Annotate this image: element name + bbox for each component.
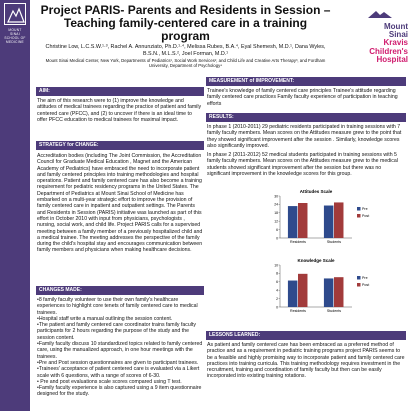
legend-label: Pre	[362, 207, 368, 211]
school-logo-mark	[4, 3, 26, 25]
results-heading: RESULTS:	[206, 113, 406, 122]
hospital-logo-sinai: Sinai	[388, 30, 408, 39]
y-tick-label: 10	[274, 263, 278, 268]
y-tick-label: 0	[276, 236, 278, 241]
y-tick-label: 12	[274, 219, 278, 224]
y-tick-label: 30	[274, 194, 278, 199]
y-tick-label: 2	[276, 296, 278, 301]
y-tick-label: 24	[274, 202, 278, 207]
aim-text: The aim of this research were to (1) improve the knowledge and attitudes of medical trainees regarding the practice of patient and family centered care (PFCC), and (2) to uncover if there is an ideal time to offer PFCC education to medical trainees for maximal impact.	[37, 98, 202, 123]
authors: Christine Low, L.C.S.W.¹·³, Rachel A. Annunziato, Ph.D.¹·⁴, Melissa Rubes, B.A.⁴, Eyal Shemesh, M.D.¹, Dana Wyles, B.S.N., M.L.S.², Joel Forman, M.D.¹	[45, 44, 326, 57]
chart-title: Knowledge Scale	[297, 258, 335, 263]
changes-item: •Family faculty discuss 10 standardized topics related to family centered care, using the manualized approach, in one hour meetings with the trainees.	[37, 341, 203, 360]
legend-swatch	[357, 283, 361, 287]
bar	[324, 206, 333, 238]
changes-item: •Pre and Post session questionnaires are given to participant trainees.	[37, 359, 199, 366]
y-tick-label: 4	[276, 288, 278, 293]
hospital-logo-kravis: Kravis	[383, 38, 408, 47]
results-phase1: In phase 1 (2010-2011) 29 pediatric residents participated in training sessions with 7 family faculty members. Mean scores on the Attitudes measure grew to the point that they showed significant improvement after the session . Similarly, knowledge scores also significantly improved.	[207, 124, 402, 149]
legend-label: Post	[362, 214, 370, 218]
legend-label: Pre	[362, 276, 368, 280]
hospital-logo-hospital: Hospital	[376, 55, 408, 64]
bar	[298, 203, 307, 238]
changes-item: •Family faculty experience is also captured using a 9 item questionnaire designed for the study.	[37, 385, 202, 398]
hospital-logo-childrens: Children's	[369, 46, 408, 56]
attitudes-chart	[268, 187, 378, 247]
changes-item: •Trainees' acceptance of patient centered care is evaluated via a Likert scale with 6 questions, with a range of scores of 6-30.	[37, 366, 200, 379]
bar	[334, 202, 343, 238]
bar	[298, 274, 307, 307]
lessons-text: As patient and family centered care has been embraced as a preferred method of practice and as a requirement in pediatric training programs project PARIS seems to be a feasible and highly promising way to incorporate patient and family centered care practices into training curricula. This training methodology requires investment in the recruitment, training and coordination of family faculty but then can be easily incorporated into existing training rotations.	[207, 342, 405, 380]
strategy-heading: STRATEGY for CHANGE:	[36, 141, 204, 150]
changes-heading: CHANGES MADE:	[36, 286, 204, 295]
y-tick-label: 6	[276, 280, 278, 285]
legend-label: Post	[362, 283, 370, 287]
bar	[324, 278, 333, 307]
changes-item: •8 family faculty volunteer to use their own family's healthcare experiences to highlight core tenets of family centered care to medical trainees.	[37, 297, 198, 316]
lessons-heading: LESSONS LEARNED:	[206, 331, 406, 340]
changes-item: •The patient and family centered care coordinator trains family faculty participants for 2 hours regarding the purpose of the study and the session content.	[37, 322, 196, 341]
aim-heading: AIM:	[36, 87, 204, 96]
changes-text	[37, 297, 203, 398]
y-tick-label: 18	[274, 211, 278, 216]
mountain-icon	[350, 10, 404, 18]
results-text	[207, 124, 405, 180]
y-tick-label: 0	[276, 305, 278, 310]
y-tick-label: 8	[276, 271, 278, 276]
legend-swatch	[357, 207, 361, 211]
chart-title: Attitudes Scale	[299, 189, 333, 194]
strategy-text: Accreditation bodies (including The Joint Commission, the Accreditation Council for Graduate Medical Education , Magnet and the American Academy of Pediatrics) have embraced the need to incorporate patient and family centered principles into training methodologies and hospital operations. Patient and family centered care has also become a training requirement for pediatric residency programs in the United States. The Department of Pediatrics at Mount Sinai School of Medicine has embarked on a multi-year strategic effort to improve the provision of family centered care in inpatient and outpatient settings. The Parents and Residents in Session (PARIS) initiative was launched as part of this effort in October 2010 with input from physicians, psychologists , nursing, social work, and child life. Project PARIS calls for a supervised meeting between a family member of a previously hospitalized child and a medical trainee. The meeting addresses the perspective of the family during the child's hospital stay and encourages communication between family members and physicians when making healthcare decisions.	[37, 153, 203, 254]
legend-swatch	[357, 276, 361, 280]
poster-title: Project PARIS- Parents and Residents in Session – Teaching family-centered care in a training program	[40, 3, 331, 43]
school-logo-text: MOUNT SINAI SCHOOL OF MEDICINE	[4, 28, 26, 44]
category-label: Residents	[290, 309, 306, 313]
affiliations: Mount Sinai Medical Center, New York, Departments of Pediatrics¹, Social Work Services², and Child Life and Creative Arts Therapy³, and Fordham University, Department of Psychology⁴	[45, 58, 326, 69]
school-logo	[2, 3, 28, 63]
bar	[288, 206, 297, 238]
category-label: Residents	[290, 240, 306, 244]
attitudes-chart-svg	[268, 187, 378, 247]
hospital-logo	[350, 5, 408, 65]
hospital-logo-mount: Mount	[384, 22, 408, 31]
changes-item: •Hospital staff write a manual outlining the session content.	[37, 315, 173, 322]
legend-swatch	[357, 214, 361, 218]
changes-item: • Pre and post evaluations scale scores compared using T test.	[37, 378, 182, 385]
bar	[334, 277, 343, 307]
y-tick-label: 6	[276, 227, 278, 232]
measurement-text: Trainee's knowledge of family centered care principles Trainee's attitude regarding family centered care practices Family faculty experience of participation in teaching efforts	[207, 88, 398, 107]
category-label: Students	[326, 309, 342, 313]
knowledge-chart	[268, 256, 378, 316]
measurement-heading: MEASUREMENT of IMPROVEMENT:	[206, 77, 406, 86]
category-label: Students	[326, 240, 342, 244]
knowledge-chart-svg	[268, 256, 378, 316]
results-phase2: In phase 2 (2011-2012) 52 medical students participated in training sessions with 5 family faculty members. Mean scores on the Attitudes measure grew to the medical students showed significant improvement after the session but there was no significant improvement in the knowledge scores for this group.	[207, 152, 398, 178]
bar	[288, 281, 297, 307]
